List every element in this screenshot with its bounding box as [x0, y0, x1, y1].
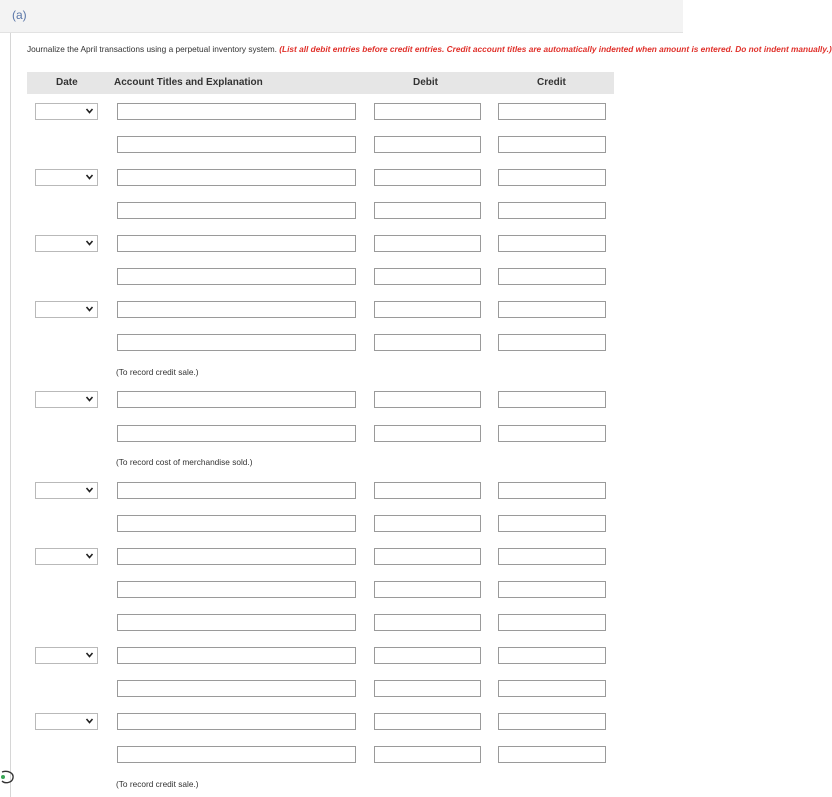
debit-input[interactable]: [374, 391, 481, 408]
debit-input[interactable]: [374, 169, 481, 186]
date-select[interactable]: [35, 391, 98, 408]
credit-input[interactable]: [498, 548, 606, 565]
credit-input[interactable]: [498, 746, 606, 763]
account-input[interactable]: [117, 103, 356, 120]
account-input[interactable]: [117, 391, 356, 408]
date-select[interactable]: [35, 103, 98, 120]
chevron-down-icon: [85, 238, 94, 248]
credit-column-header: Credit: [537, 77, 566, 88]
credit-input[interactable]: [498, 268, 606, 285]
chevron-down-icon: [85, 485, 94, 495]
debit-input[interactable]: [374, 647, 481, 664]
account-input[interactable]: [117, 713, 356, 730]
instructions: [27, 44, 832, 54]
part-header: [0, 0, 683, 33]
credit-input[interactable]: [498, 647, 606, 664]
debit-input[interactable]: [374, 581, 481, 598]
debit-input[interactable]: [374, 680, 481, 697]
credit-input[interactable]: [498, 680, 606, 697]
debit-input[interactable]: [374, 746, 481, 763]
credit-input[interactable]: [498, 515, 606, 532]
debit-input[interactable]: [374, 235, 481, 252]
credit-input[interactable]: [498, 301, 606, 318]
instructions-note: (List all debit entries before credit entries. Credit account titles are automatically indented when amount is entered. Do not indent manually.): [279, 44, 832, 54]
journal-table-header: [27, 72, 614, 94]
account-input[interactable]: [117, 202, 356, 219]
instructions-text: Journalize the April transactions using a perpetual inventory system.: [27, 44, 277, 54]
chevron-down-icon: [85, 551, 94, 561]
date-select[interactable]: [35, 482, 98, 499]
explanation-note: (To record credit sale.): [116, 367, 199, 377]
debit-input[interactable]: [374, 425, 481, 442]
date-select[interactable]: [35, 169, 98, 186]
credit-input[interactable]: [498, 169, 606, 186]
chevron-down-icon: [85, 106, 94, 116]
debit-input[interactable]: [374, 713, 481, 730]
credit-input[interactable]: [498, 334, 606, 351]
date-select[interactable]: [35, 713, 98, 730]
account-input[interactable]: [117, 136, 356, 153]
date-column-header: Date: [56, 77, 78, 88]
account-input[interactable]: [117, 680, 356, 697]
debit-input[interactable]: [374, 301, 481, 318]
account-input[interactable]: [117, 301, 356, 318]
account-input[interactable]: [117, 581, 356, 598]
account-input[interactable]: [117, 235, 356, 252]
account-input[interactable]: [117, 614, 356, 631]
account-column-header: Account Titles and Explanation: [114, 77, 263, 88]
credit-input[interactable]: [498, 425, 606, 442]
debit-input[interactable]: [374, 136, 481, 153]
chevron-down-icon: [85, 650, 94, 660]
debit-input[interactable]: [374, 103, 481, 120]
chevron-down-icon: [85, 172, 94, 182]
account-input[interactable]: [117, 746, 356, 763]
date-select[interactable]: [35, 647, 98, 664]
debit-input[interactable]: [374, 202, 481, 219]
credit-input[interactable]: [498, 581, 606, 598]
credit-input[interactable]: [498, 614, 606, 631]
debit-input[interactable]: [374, 515, 481, 532]
chevron-down-icon: [85, 716, 94, 726]
account-input[interactable]: [117, 515, 356, 532]
part-label: (a): [12, 8, 27, 22]
explanation-note: (To record credit sale.): [116, 779, 199, 789]
chevron-down-icon: [85, 304, 94, 314]
date-select[interactable]: [35, 301, 98, 318]
debit-input[interactable]: [374, 482, 481, 499]
date-select[interactable]: [35, 235, 98, 252]
account-input[interactable]: [117, 334, 356, 351]
debit-input[interactable]: [374, 614, 481, 631]
credit-input[interactable]: [498, 235, 606, 252]
credit-input[interactable]: [498, 391, 606, 408]
debit-input[interactable]: [374, 548, 481, 565]
debit-input[interactable]: [374, 334, 481, 351]
account-input[interactable]: [117, 268, 356, 285]
helper-widget-icon[interactable]: [0, 768, 16, 786]
account-input[interactable]: [117, 169, 356, 186]
explanation-note: (To record cost of merchandise sold.): [116, 457, 253, 467]
debit-input[interactable]: [374, 268, 481, 285]
credit-input[interactable]: [498, 103, 606, 120]
account-input[interactable]: [117, 647, 356, 664]
chevron-down-icon: [85, 394, 94, 404]
account-input[interactable]: [117, 425, 356, 442]
credit-input[interactable]: [498, 713, 606, 730]
date-select[interactable]: [35, 548, 98, 565]
credit-input[interactable]: [498, 202, 606, 219]
debit-column-header: Debit: [413, 77, 438, 88]
account-input[interactable]: [117, 482, 356, 499]
account-input[interactable]: [117, 548, 356, 565]
credit-input[interactable]: [498, 136, 606, 153]
credit-input[interactable]: [498, 482, 606, 499]
